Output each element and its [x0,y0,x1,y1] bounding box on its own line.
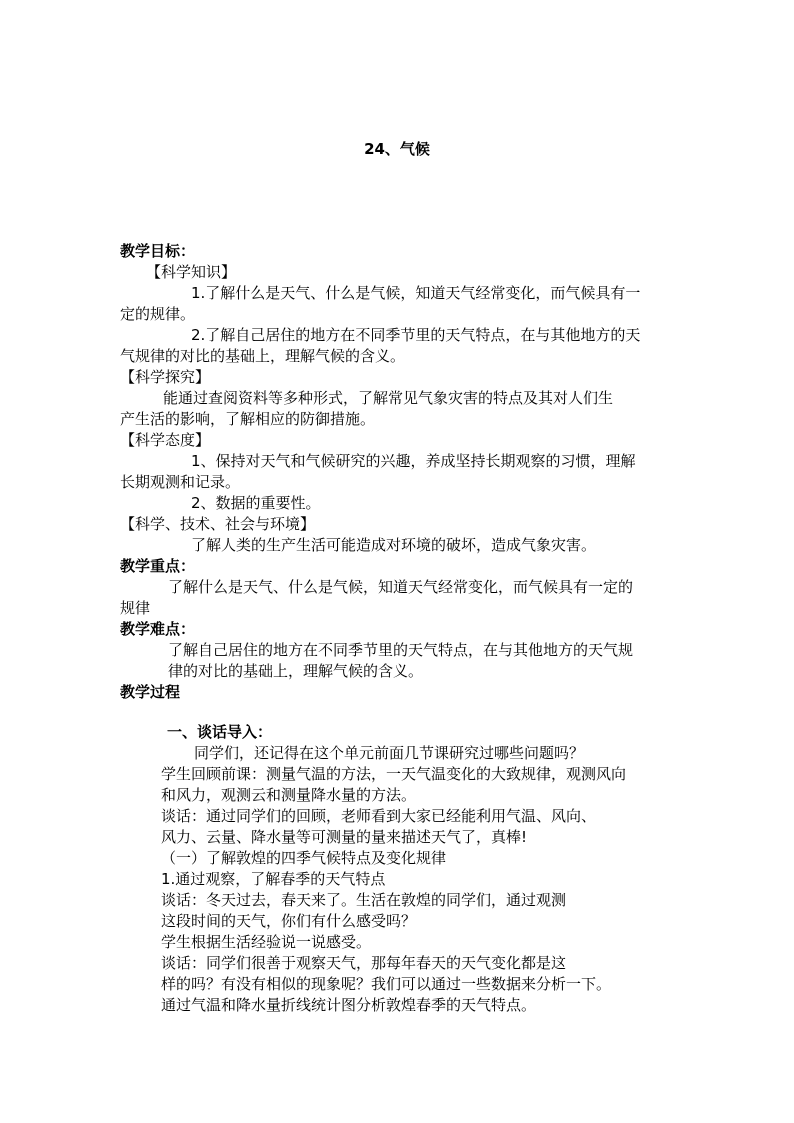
process-line: 学生根据生活经验说一说感受。 [161,933,372,951]
knowledge-heading: 【科学知识】 [146,263,237,281]
attitude-p2: 2、数据的重要性。 [191,494,321,512]
knowledge-p2-line2: 气规律的对比的基础上，理解气候的含义。 [120,347,406,365]
process-line: 谈话：冬天过去，春天来了。生活在敦煌的同学们，通过观测 [161,891,567,909]
knowledge-p2-line1: 2.了解自己居住的地方在不同季节里的天气特点，在与其他地方的天 [191,326,641,344]
difficulties-heading: 教学难点： [120,620,196,638]
difficulties-line1: 了解自己居住的地方在不同季节里的天气特点，在与其他地方的天气规 [168,641,634,659]
inquiry-p1-line2: 产生活的影响，了解相应的防御措施。 [120,410,376,428]
key-points-line1: 了解什么是天气、什么是气候，知道天气经常变化，而气候具有一定的 [168,578,634,596]
difficulties-line2: 律的对比的基础上，理解气候的含义。 [168,662,424,680]
key-points-heading: 教学重点： [120,557,196,575]
sts-p1: 了解人类的生产生活可能造成对环境的破坏，造成气象灾害。 [191,536,597,554]
process-heading: 教学过程 [120,683,181,701]
process-line: 学生回顾前课：测量气温的方法，一天气温变化的大致规律，观测风向 [161,765,627,783]
inquiry-p1-line1: 能通过查阅资料等多种形式，了解常见气象灾害的特点及其对人们生 [163,389,614,407]
inquiry-heading: 【科学探究】 [120,368,211,386]
attitude-p1-line1: 1、保持对天气和气候研究的兴趣，养成坚持长期观察的习惯，理解 [191,452,636,470]
knowledge-p1-line2: 定的规律。 [120,305,196,323]
process-line: 这段时间的天气，你们有什么感受吗？ [161,912,417,930]
process-line: 风力、云量、降水量等可测量的量来描述天气了，真棒! [161,828,528,846]
process-line: 通过气温和降水量折线统计图分析敦煌春季的天气特点。 [161,996,537,1014]
process-line: 和风力，观测云和测量降水量的方法。 [161,786,417,804]
attitude-heading: 【科学态度】 [120,431,211,449]
objectives-heading: 教学目标： [120,242,196,260]
document-title: 24、气候 [364,140,430,158]
attitude-p1-line2: 长期观测和记录。 [120,473,241,491]
key-points-line2: 规律 [120,599,151,617]
process-line: 样的吗？有没有相似的现象呢？我们可以通过一些数据来分析一下。 [161,975,612,993]
process-line: 1.通过观察，了解春季的天气特点 [161,870,386,888]
section1-heading: 一、谈话导入： [167,723,273,741]
knowledge-p1-line1: 1.了解什么是天气、什么是气候，知道天气经常变化，而气候具有一 [191,284,641,302]
process-line: 同学们，还记得在这个单元前面几节课研究过哪些问题吗？ [194,744,585,762]
process-line: （一）了解敦煌的四季气候特点及变化规律 [161,849,447,867]
process-line: 谈话：同学们很善于观察天气，那每年春天的天气变化都是这 [161,954,567,972]
process-line: 谈话：通过同学们的回顾，老师看到大家已经能利用气温、风向、 [161,807,597,825]
sts-heading: 【科学、技术、社会与环境】 [120,515,316,533]
